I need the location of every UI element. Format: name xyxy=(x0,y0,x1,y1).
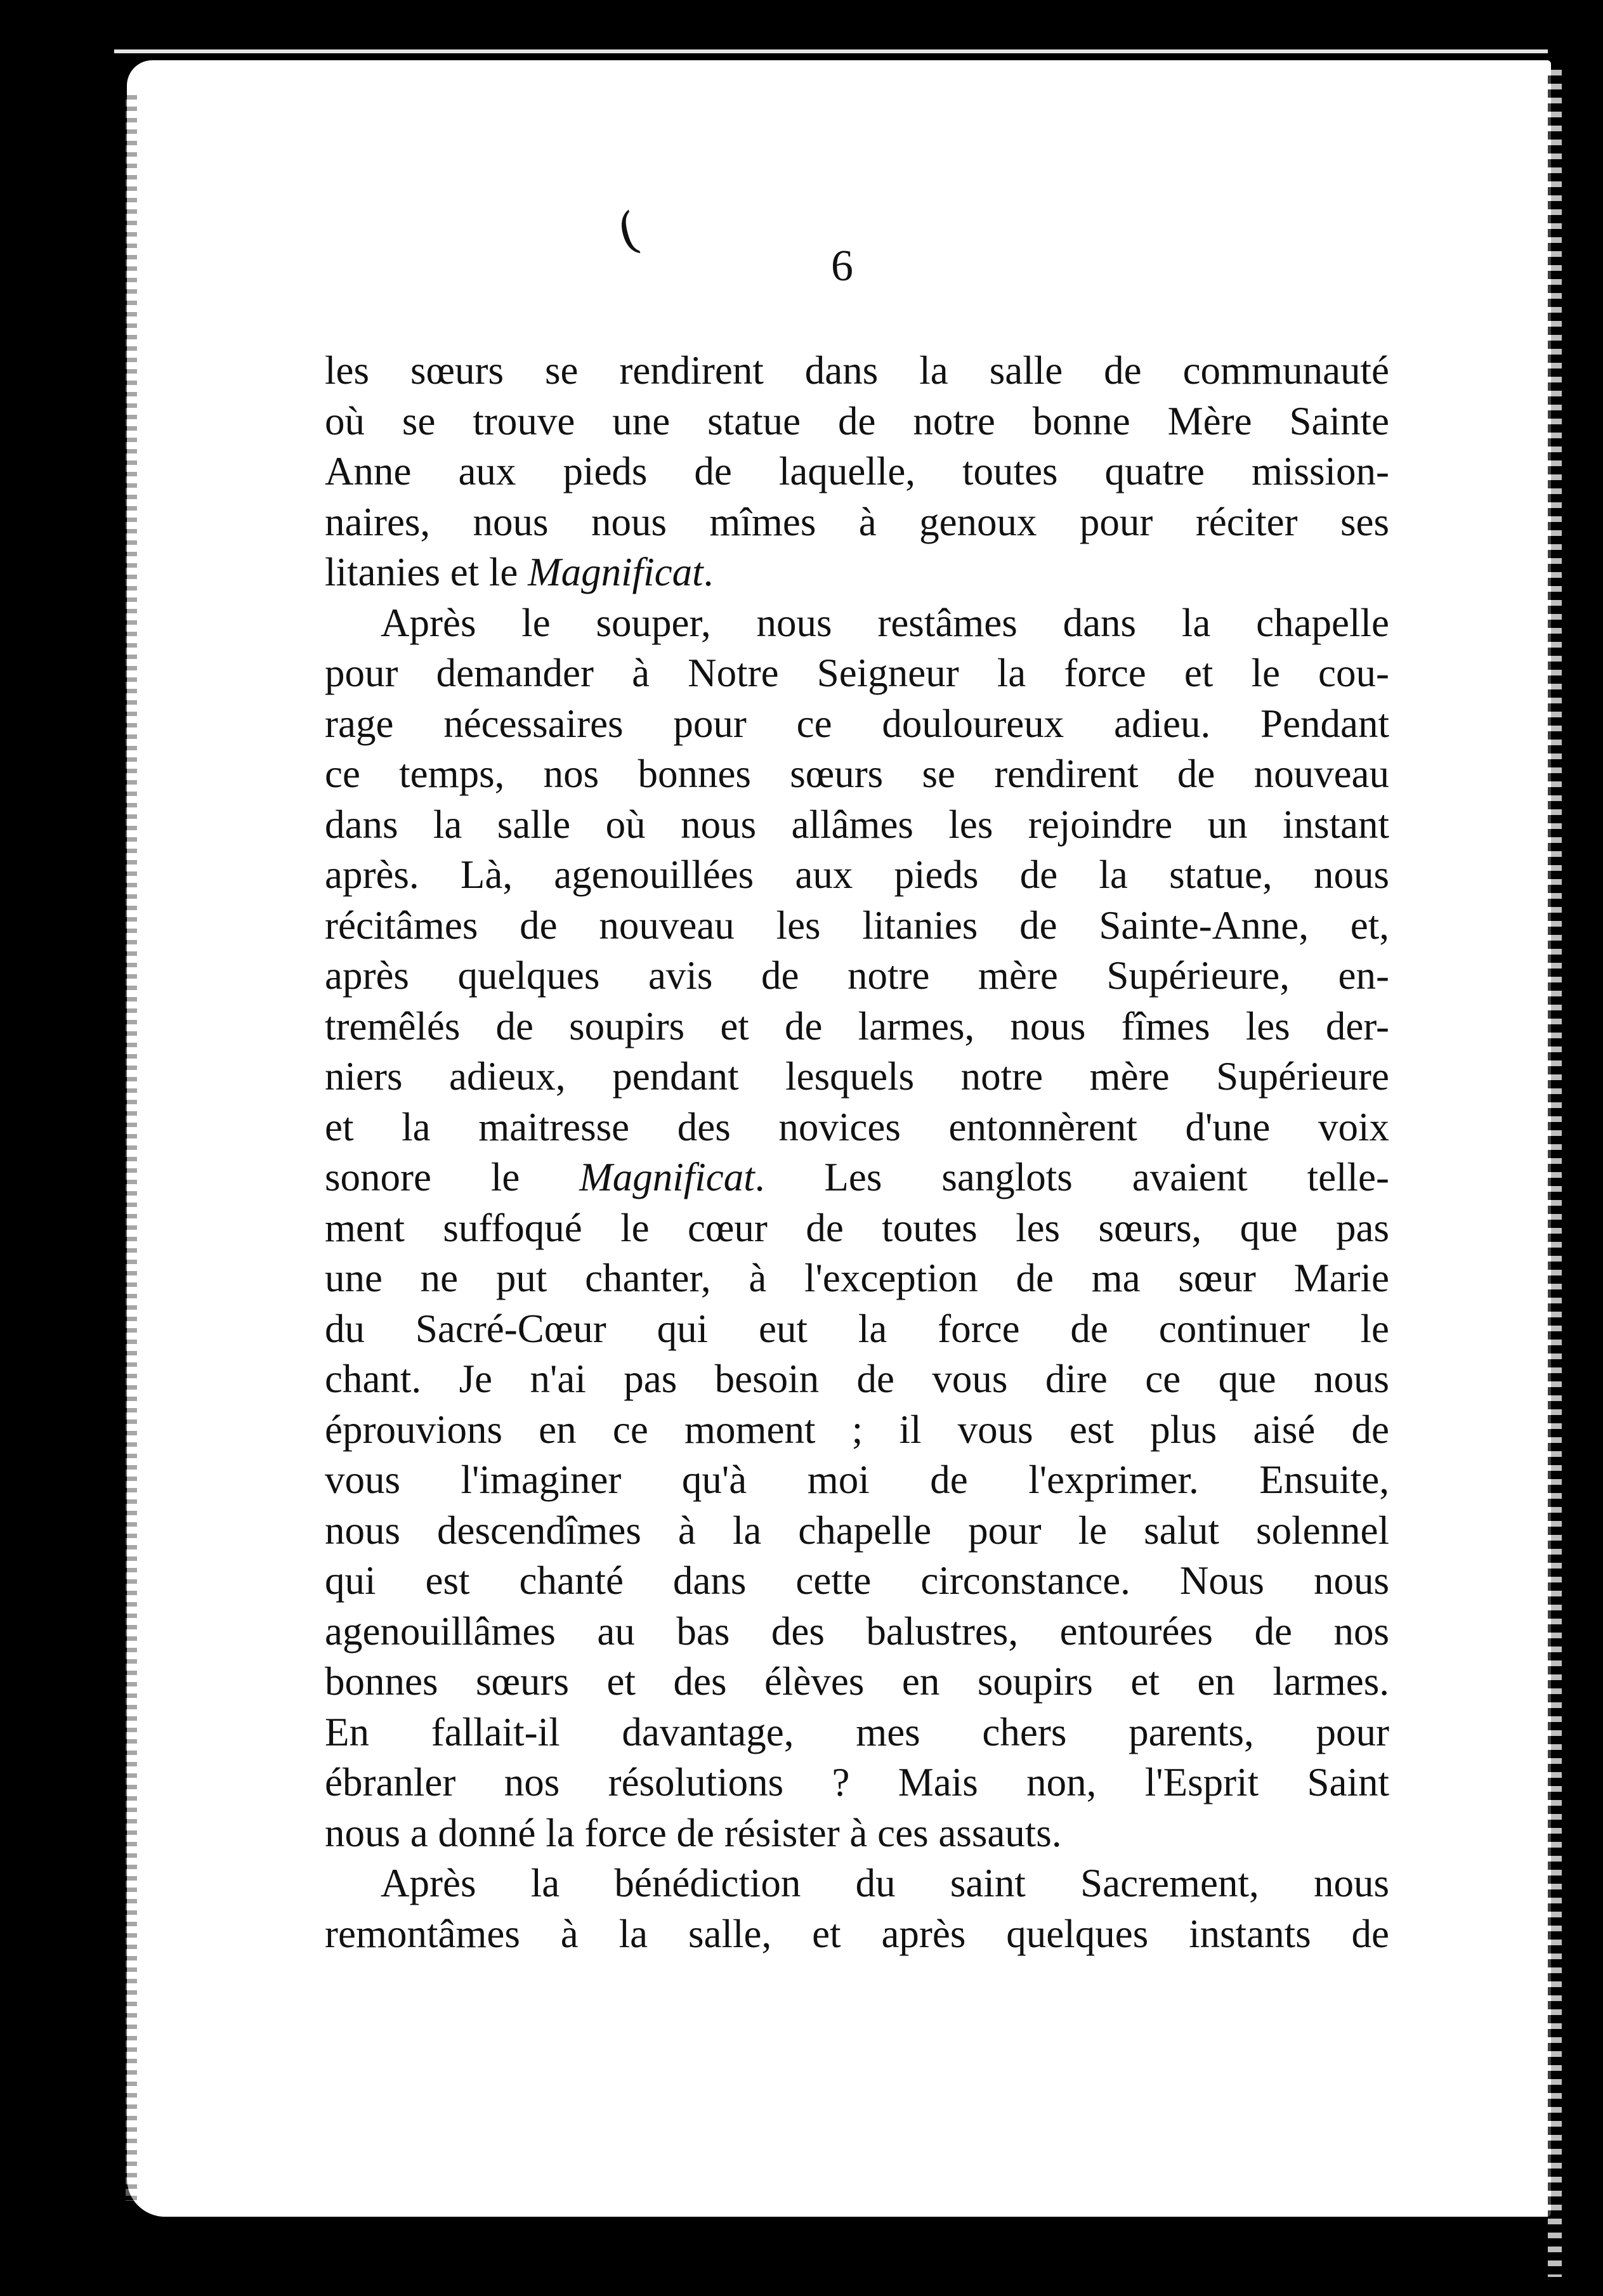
text-run: . xyxy=(703,550,714,594)
italic-title: Magnificat xyxy=(528,550,703,594)
text-line: une ne put chanter, à l'exception de ma sœur Marie xyxy=(325,1256,1389,1300)
text-line: du Sacré-Cœur qui eut la force de continuer le xyxy=(325,1306,1389,1351)
text-line: chant. Je n'ai pas besoin de vous dire ce que nous xyxy=(325,1357,1389,1401)
text-line: ébranler nos résolutions ? Mais non, l'Esprit Saint xyxy=(325,1760,1389,1804)
body-text xyxy=(325,346,1389,1959)
text-line xyxy=(325,547,1389,598)
text-line: bonnes sœurs et des élèves en soupirs et en larmes. xyxy=(325,1659,1389,1704)
page-left-edge-noise xyxy=(126,95,137,2201)
italic-title: Magnificat xyxy=(579,1155,755,1199)
text-line: ce temps, nos bonnes sœurs se rendirent de nouveau xyxy=(325,752,1389,796)
text-run: . Les sanglots avaient telle- xyxy=(754,1155,1389,1199)
page-right-edge-noise xyxy=(1548,70,1562,2277)
corner-mark: ( xyxy=(611,201,645,262)
text-line: tremêlés de soupirs et de larmes, nous fîmes les der- xyxy=(325,1003,1389,1048)
text-line: où se trouve une statue de notre bonne Mère Sainte xyxy=(325,398,1389,443)
text-line: nous descendîmes à la chapelle pour le salut solennel xyxy=(325,1508,1389,1553)
page-top-edge xyxy=(114,49,1548,53)
text-line xyxy=(325,1152,1389,1203)
text-line: après. Là, agenouillées aux pieds de la statue, nous xyxy=(325,852,1389,897)
text-line: éprouvions en ce moment ; il vous est plus aisé de xyxy=(325,1407,1389,1452)
text-line: pour demander à Notre Seigneur la force et le cou- xyxy=(325,651,1389,695)
text-line: ment suffoqué le cœur de toutes les sœurs, que pas xyxy=(325,1205,1389,1250)
text-line: qui est chanté dans cette circonstance. Nous nous xyxy=(325,1558,1389,1603)
text-line: agenouillâmes au bas des balustres, entourées de nos xyxy=(325,1608,1389,1654)
text-line: En fallait-il davantage, mes chers parents, pour xyxy=(325,1709,1389,1754)
text-line: nous a donné la force de résister à ces assauts. xyxy=(325,1810,1062,1855)
text-line: rage nécessaires pour ce douloureux adieu. Pendant xyxy=(325,701,1389,746)
text-line: après quelques avis de notre mère Supérieure, en- xyxy=(325,953,1389,998)
paragraph-first-line: Après la bénédiction du saint Sacrement, nous xyxy=(381,1861,1389,1905)
text-line: naires, nous nous mîmes à genoux pour réciter ses xyxy=(325,499,1389,544)
text-line: les sœurs se rendirent dans la salle de communauté xyxy=(325,348,1389,393)
paragraph-first-line: Après le souper, nous restâmes dans la chapelle xyxy=(381,600,1389,645)
text-line: récitâmes de nouveau les litanies de Sainte-Anne, et, xyxy=(325,903,1389,948)
text-line: et la maitresse des novices entonnèrent d'une voix xyxy=(325,1104,1389,1149)
text-line: remontâmes à la salle, et après quelques instants de xyxy=(325,1911,1389,1956)
text-line: dans la salle où nous allâmes les rejoindre un instant xyxy=(325,802,1389,847)
text-run: litanies et le xyxy=(325,550,528,594)
text-line: vous l'imaginer qu'à moi de l'exprimer. Ensuite, xyxy=(325,1458,1389,1502)
text-run: sonore le xyxy=(325,1155,580,1199)
text-line: niers adieux, pendant lesquels notre mère Supérieure xyxy=(325,1054,1389,1099)
text-line: Anne aux pieds de laquelle, toutes quatre mission- xyxy=(325,449,1389,493)
page-number: 6 xyxy=(831,242,853,290)
